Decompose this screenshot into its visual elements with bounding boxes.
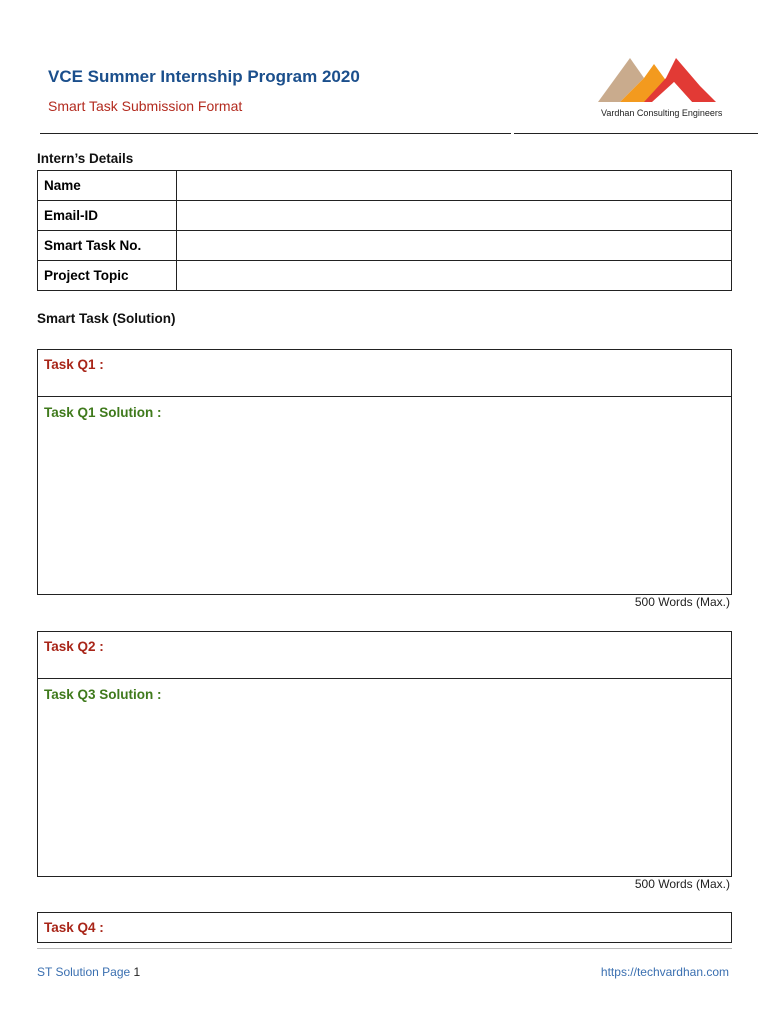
- table-row: [38, 201, 732, 231]
- task-q2-box: [37, 631, 732, 877]
- task-q2-word-limit: 500 Words (Max.): [634, 877, 730, 891]
- task-q2-solution-label: Task Q3 Solution :: [44, 687, 162, 702]
- task-q2-question[interactable]: [38, 632, 731, 679]
- name-label: Name: [38, 171, 177, 201]
- task-q2-label: Task Q2 :: [44, 639, 104, 654]
- task-q2-solution-area[interactable]: [38, 679, 731, 876]
- footer-page-number: 1: [133, 965, 141, 979]
- task-q4-question[interactable]: [37, 912, 732, 943]
- footer-page-label: ST Solution Page: [37, 965, 131, 979]
- document-title: VCE Summer Internship Program 2020: [48, 67, 360, 86]
- header-divider-left: [40, 133, 511, 134]
- table-row: [38, 231, 732, 261]
- footer-website-link[interactable]: https://techvardhan.com: [600, 965, 729, 979]
- project-topic-label: Project Topic: [38, 261, 177, 291]
- document-subtitle: Smart Task Submission Format: [48, 98, 243, 114]
- name-field[interactable]: [177, 171, 732, 201]
- table-row: [38, 171, 732, 201]
- smart-task-no-label: Smart Task No.: [38, 231, 177, 261]
- task-q1-solution-area[interactable]: [38, 397, 731, 594]
- project-topic-field[interactable]: [177, 261, 732, 291]
- task-q1-question[interactable]: [38, 350, 731, 397]
- footer-divider: [37, 948, 732, 949]
- task-q1-solution-label: Task Q1 Solution :: [44, 405, 162, 420]
- smart-task-solution-heading: Smart Task (Solution): [37, 311, 176, 326]
- email-label: Email-ID: [38, 201, 177, 231]
- smart-task-no-field[interactable]: [177, 231, 732, 261]
- task-q1-word-limit: 500 Words (Max.): [634, 595, 730, 609]
- interns-details-heading: Intern’s Details: [37, 151, 134, 166]
- task-q1-label: Task Q1 :: [44, 357, 104, 372]
- header-divider-right: [514, 133, 758, 134]
- email-field[interactable]: [177, 201, 732, 231]
- logo-caption: Vardhan Consulting Engineers: [601, 108, 723, 118]
- task-q1-box: [37, 349, 732, 595]
- interns-details-table: [37, 170, 732, 291]
- footer-page-info: [37, 965, 140, 979]
- task-q4-label: Task Q4 :: [44, 920, 104, 935]
- table-row: [38, 261, 732, 291]
